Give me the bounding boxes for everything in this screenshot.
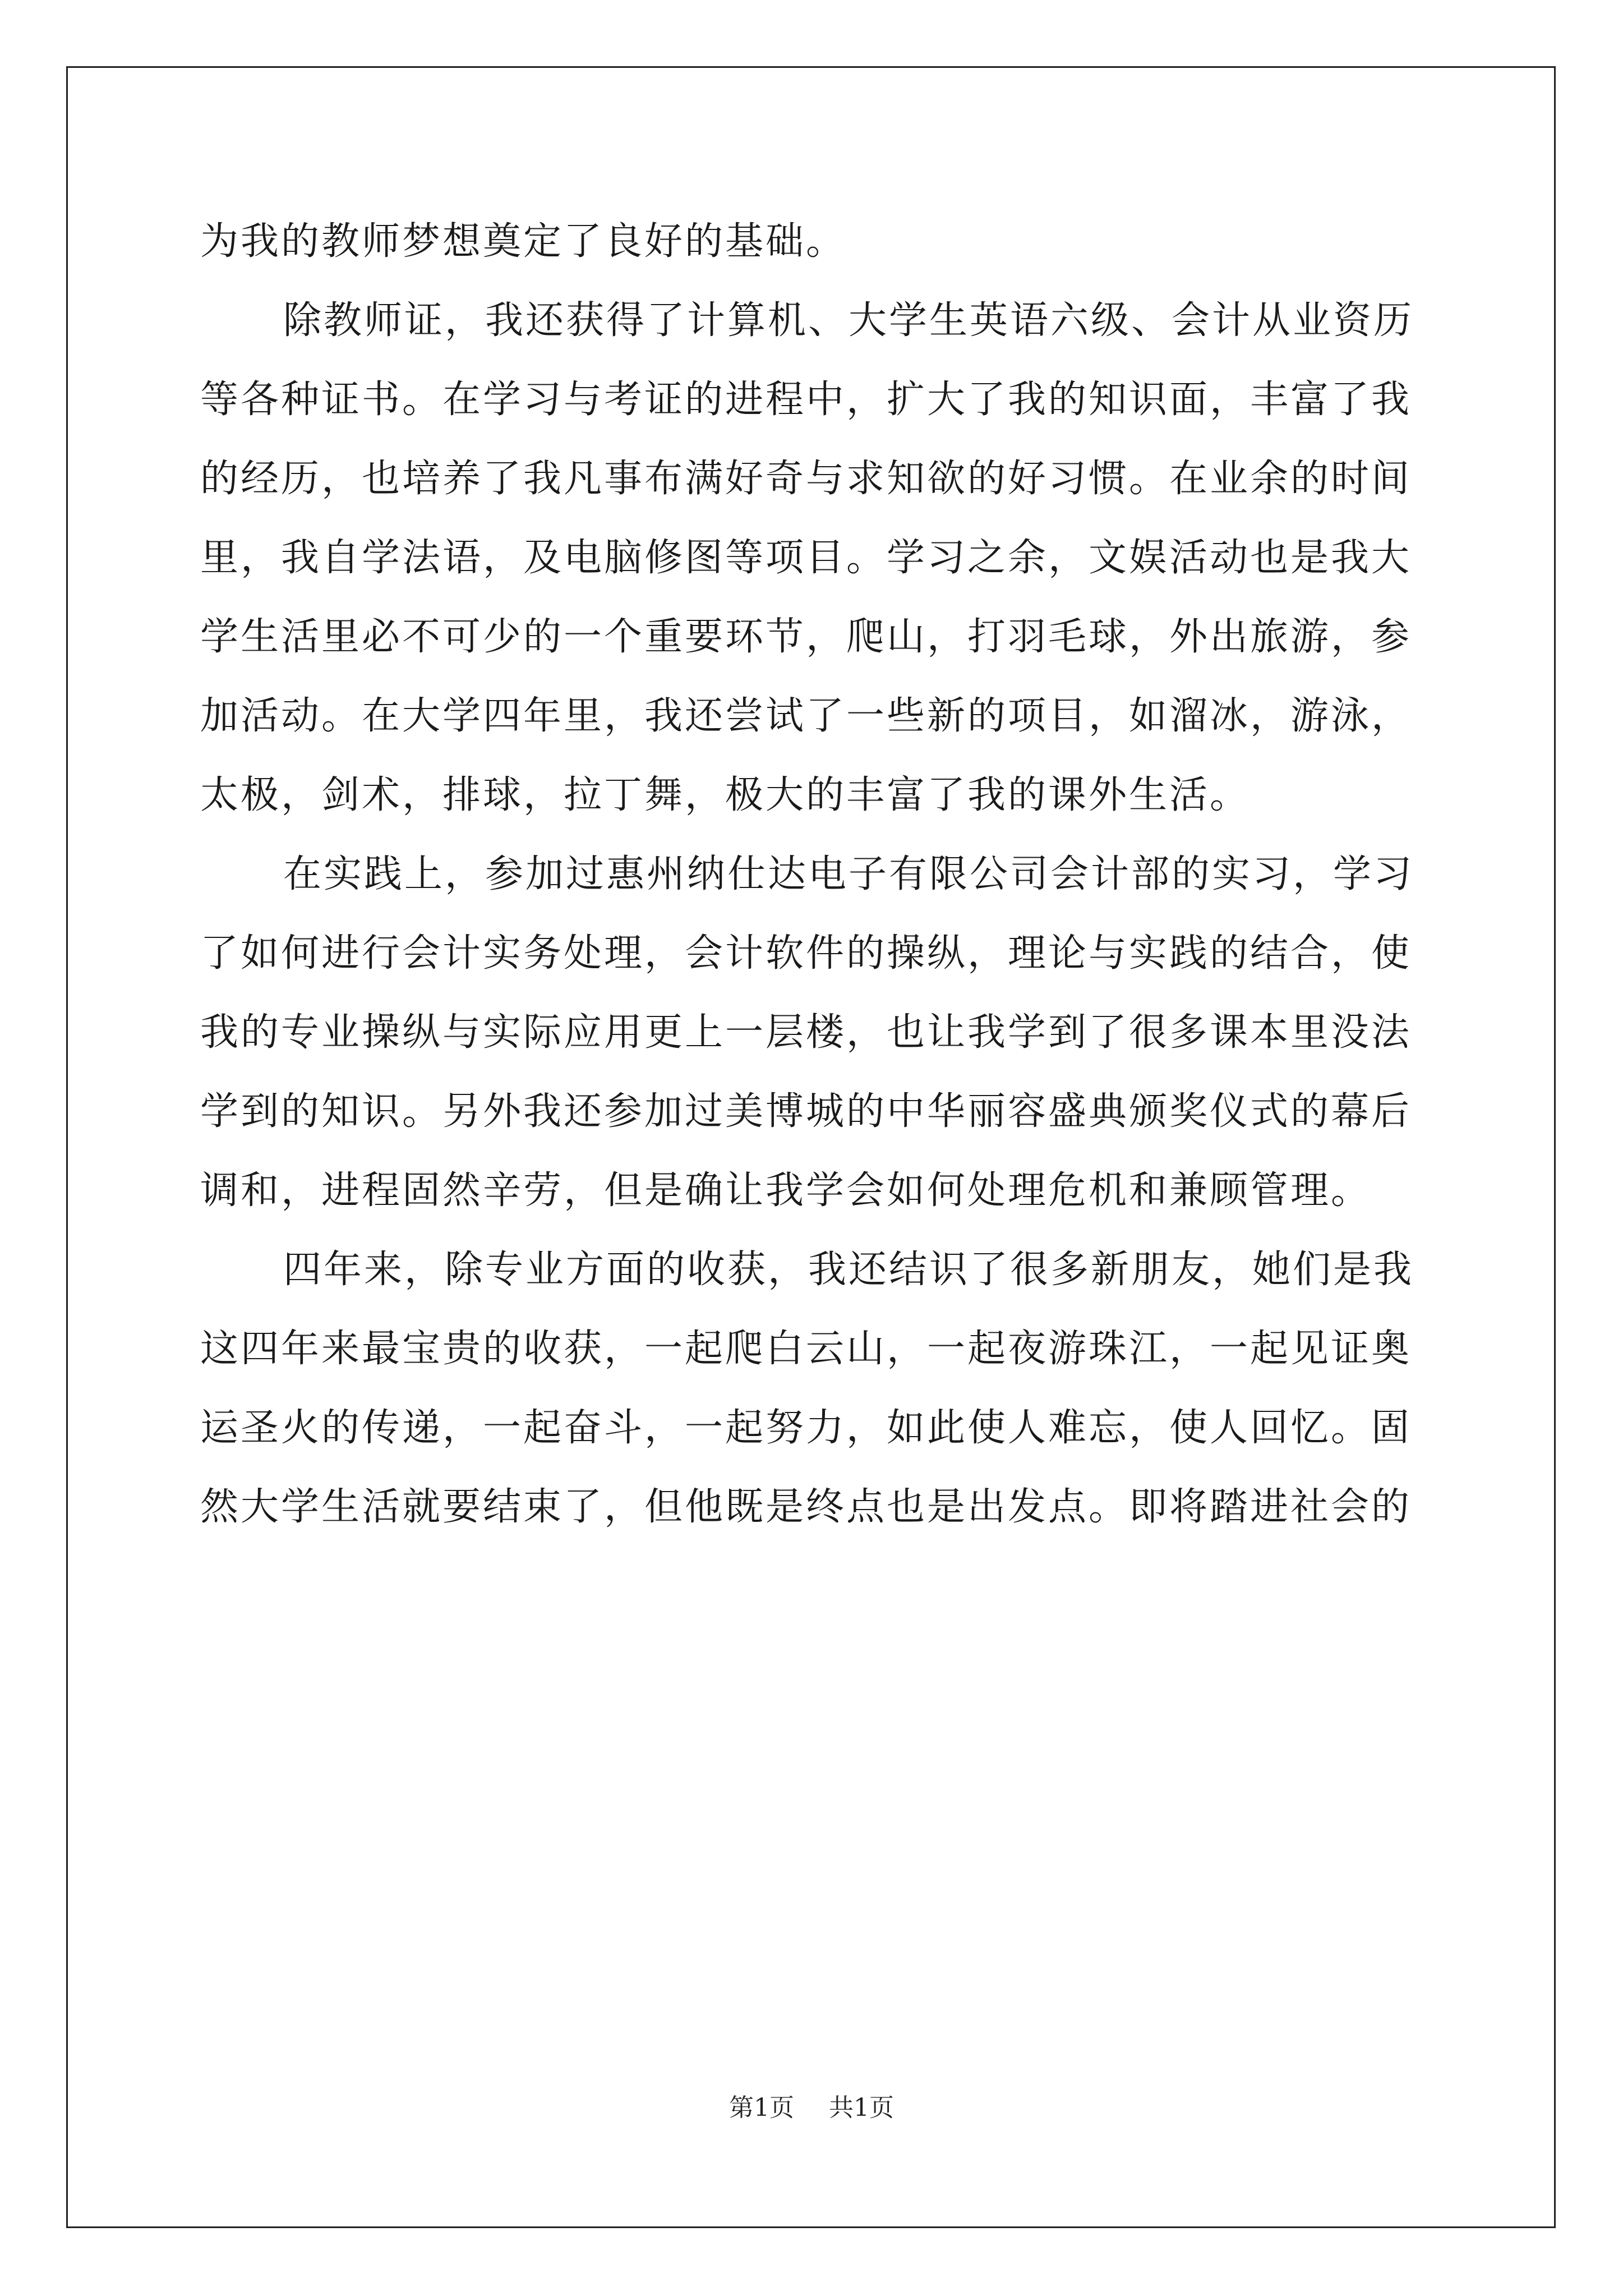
text-line: 除教师证，我还获得了计算机、大学生英语六级、会计从业资历 xyxy=(283,298,1414,343)
text-line: 等各种证书。在学习与考证的进程中，扩大了我的知识面，丰富了我 xyxy=(200,378,1412,422)
text-line: 四年来，除专业方面的收获，我还结识了很多新朋友，她们是我 xyxy=(283,1248,1414,1292)
text-line: 这四年来最宝贵的收获，一起爬白云山，一起夜游珠江，一起见证奥 xyxy=(200,1327,1412,1371)
page-footer xyxy=(0,2091,1623,2125)
text-line: 然大学生活就要结束了，但他既是终点也是出发点。即将踏进社会的 xyxy=(200,1485,1412,1529)
page-total: 共1页 xyxy=(829,2093,894,2122)
document-body xyxy=(200,202,1428,1547)
text-line: 加活动。在大学四年里，我还尝试了一些新的项目，如溜冰，游泳， xyxy=(200,694,1412,738)
text-line: 学生活里必不可少的一个重要环节，爬山，打羽毛球，外出旅游，参 xyxy=(200,615,1412,659)
text-line: 学到的知识。另外我还参加过美博城的中华丽容盛典颁奖仪式的幕后 xyxy=(200,1089,1412,1134)
text-line: 里，我自学法语，及电脑修图等项目。学习之余，文娱活动也是我大 xyxy=(200,536,1412,580)
text-line: 的经历，也培养了我凡事布满好奇与求知欲的好习惯。在业余的时间 xyxy=(200,457,1412,501)
text-line: 太极，剑术，排球，拉丁舞，极大的丰富了我的课外生活。 xyxy=(200,773,1251,817)
text-line: 在实践上，参加过惠州纳仕达电子有限公司会计部的实习，学习 xyxy=(283,852,1414,896)
text-line: 为我的教师梦想奠定了良好的基础。 xyxy=(200,219,847,264)
page-number: 第1页 xyxy=(729,2093,794,2122)
text-line: 运圣火的传递，一起奋斗，一起努力，如此使人难忘，使人回忆。固 xyxy=(200,1406,1412,1450)
text-line: 调和，进程固然辛劳，但是确让我学会如何处理危机和兼顾管理。 xyxy=(200,1168,1372,1213)
text-line: 了如何进行会计实务处理，会计软件的操纵，理论与实践的结合，使 xyxy=(200,931,1412,976)
text-line: 我的专业操纵与实际应用更上一层楼，也让我学到了很多课本里没法 xyxy=(200,1010,1412,1055)
